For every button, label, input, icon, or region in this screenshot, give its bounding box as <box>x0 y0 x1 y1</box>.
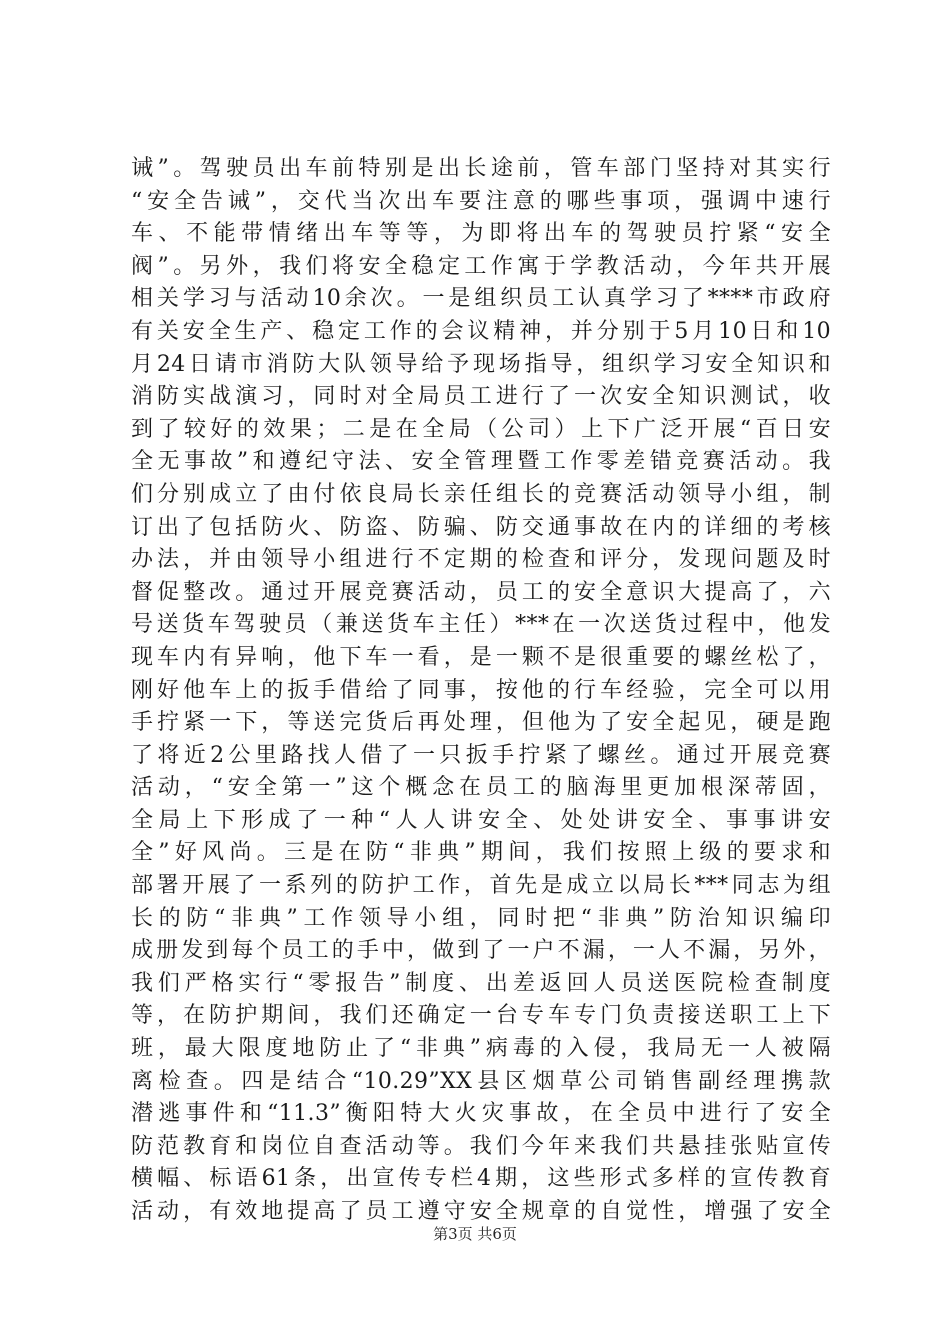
text-line: 督促整改。通过开展竞赛活动，员工的安全意识大提高了，六 <box>131 579 831 605</box>
text-line: 订出了包括防火、防盗、防骗、防交通事故在内的详细的考核 <box>131 514 831 540</box>
text-line: 等，在防护期间，我们还确定一台专车专门负责接送职工上下 <box>131 1003 831 1029</box>
text-line: 全无事故”和遵纪守法、安全管理暨工作零差错竞赛活动。我 <box>131 449 831 475</box>
text-line: 长的防“非典”工作领导小组，同时把“非典”防治知识编印 <box>131 905 831 931</box>
text-line: 活动，“安全第一”这个概念在员工的脑海里更加根深蒂固， <box>131 775 831 801</box>
text-line: 全”好风尚。三是在防“非典”期间，我们按照上级的要求和 <box>131 840 831 866</box>
text-line: 办法，并由领导小组进行不定期的检查和评分，发现问题及时 <box>131 547 831 573</box>
text-line: 刚好他车上的扳手借给了同事，按他的行车经验，完全可以用 <box>131 677 831 703</box>
text-line: 消防实战演习，同时对全局员工进行了一次安全知识测试，收 <box>131 384 831 410</box>
text-line: 部署开展了一系列的防护工作，首先是成立以局长***同志为组 <box>131 873 831 899</box>
text-line: 阀”。另外，我们将安全稳定工作寓于学教活动，今年共开展 <box>131 253 831 279</box>
text-line: 有关安全生产、稳定工作的会议精神，并分别于5月10日和10 <box>131 318 831 344</box>
text-line: 成册发到每个员工的手中，做到了一户不漏，一人不漏，另外， <box>131 938 831 964</box>
text-line: “安全告诫”，交代当次出车要注意的哪些事项，强调中速行 <box>131 188 831 214</box>
text-line: 们分别成立了由付依良局长亲任组长的竞赛活动领导小组，制 <box>131 481 831 507</box>
text-line: 横幅、标语61条，出宣传专栏4期，这些形式多样的宣传教育 <box>131 1166 831 1192</box>
text-line: 号送货车驾驶员（兼送货车主任）***在一次送货过程中，他发 <box>131 612 831 638</box>
body-text <box>131 153 831 1229</box>
text-line: 到了较好的效果；二是在全局（公司）上下广泛开展“百日安 <box>131 416 831 442</box>
text-line: 全局上下形成了一种“人人讲安全、处处讲安全、事事讲安 <box>131 807 831 833</box>
text-line: 我们严格实行“零报告”制度、出差返回人员送医院检查制度 <box>131 970 831 996</box>
text-line: 车、不能带情绪出车等等，为即将出车的驾驶员拧紧“安全 <box>131 221 831 247</box>
text-line: 诫”。驾驶员出车前特别是出长途前，管车部门坚持对其实行 <box>131 156 831 181</box>
page-number-footer: 第3页 共6页 <box>433 1225 517 1243</box>
text-line: 活动，有效地提高了员工遵守安全规章的自觉性，增强了安全 <box>131 1199 831 1224</box>
text-line: 潜逃事件和“11.3”衡阳特大火灾事故，在全员中进行了安全 <box>131 1101 831 1127</box>
text-line: 相关学习与活动10余次。一是组织员工认真学习了****市政府 <box>131 286 831 312</box>
text-line: 现车内有异响，他下车一看，是一颗不是很重要的螺丝松了， <box>131 644 831 670</box>
text-line: 班，最大限度地防止了“非典”病毒的入侵，我局无一人被隔 <box>131 1036 831 1062</box>
text-line: 月24日请市消防大队领导给予现场指导，组织学习安全知识和 <box>131 351 831 377</box>
text-line: 防范教育和岗位自查活动等。我们今年来我们共悬挂张贴宣传 <box>131 1133 831 1159</box>
text-line: 离检查。四是结合“10.29”XX县区烟草公司销售副经理携款 <box>131 1068 831 1094</box>
text-line: 了将近2公里路找人借了一只扳手拧紧了螺丝。通过开展竞赛 <box>131 742 831 768</box>
text-line: 手拧紧一下，等送完货后再处理，但他为了安全起见，硬是跑 <box>131 710 831 736</box>
